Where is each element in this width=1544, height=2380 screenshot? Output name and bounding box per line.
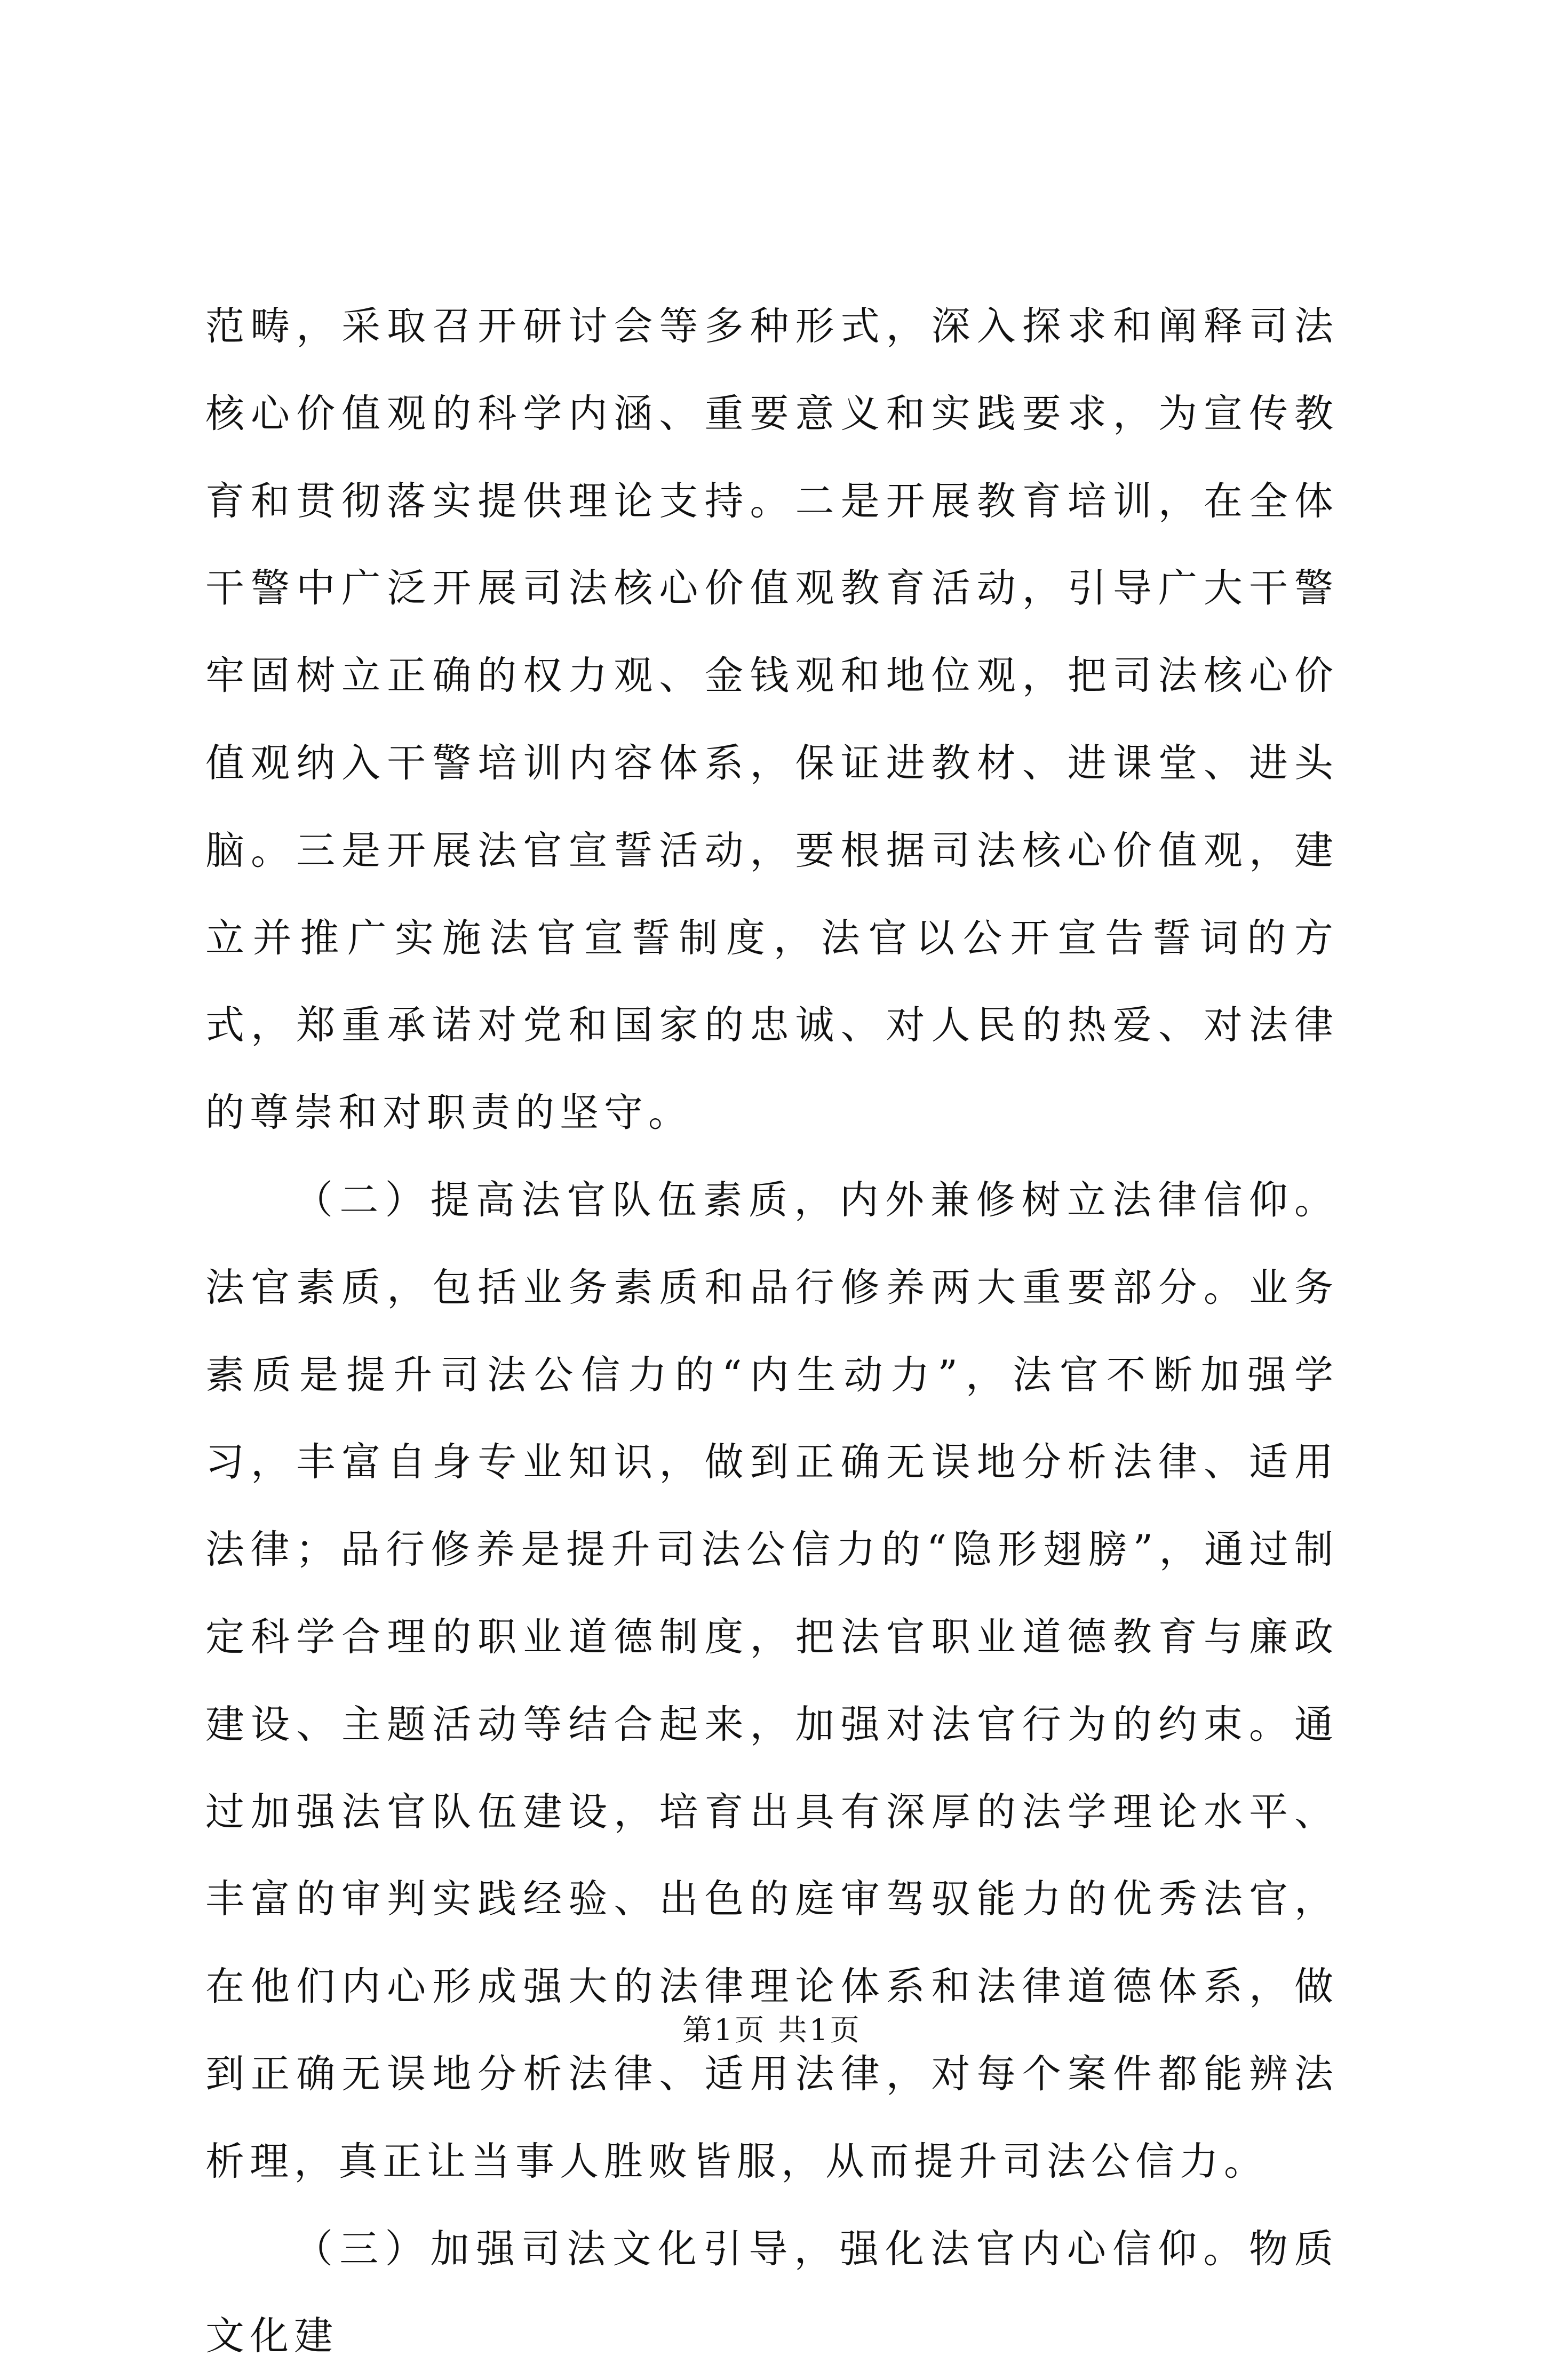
paragraph-3: （三）加强司法文化引导，强化法官内心信仰。物质文化建: [205, 2226, 1339, 2359]
document-body: [205, 283, 1339, 2380]
paragraph-1: 范畴，采取召开研讨会等多种形式，深入探求和阐释司法核心价值观的科学内涵、重要意义和实践要求，为宣传教育和贯彻落实提供理论支持。二是开展教育培训，在全体干警中广泛开展司法核心价值观教育活动，引导广大干警牢固树立正确的权力观、金钱观和地位观，把司法核心价值观纳入干警培训内容体系，保证进教材、进课堂、进头脑。三是开展法官宣誓活动，要根据司法核心价值观，建立并推广实施法官宣誓制度，法官以公开宣告誓词的方式，郑重承诺对党和国家的忠诚、对人民的热爱、对法律的尊崇和对职责的坚守。: [205, 304, 1339, 1136]
paragraph-2: （二）提高法官队伍素质，内外兼修树立法律信仰。法官素质，包括业务素质和品行修养两大重要部分。业务素质是提升司法公信力的“内生动力”，法官不断加强学习，丰富自身专业知识，做到正确无误地分析法律、适用法律；品行修养是提升司法公信力的“隐形翅膀”，通过制定科学合理的职业道德制度，把法官职业道德教育与廉政建设、主题活动等结合起来，加强对法官行为的约束。通过加强法官队伍建设，培育出具有深厚的法学理论水平、丰富的审判实践经验、出色的庭审驾驭能力的优秀法官，在他们内心形成强大的法律理论体系和法律道德体系，做到正确无误地分析法律、适用法律，对每个案件都能辨法析理，真正让当事人胜败皆服，从而提升司法公信力。: [205, 1177, 1339, 2184]
page-footer: 第1页 共1页: [682, 2013, 862, 2047]
